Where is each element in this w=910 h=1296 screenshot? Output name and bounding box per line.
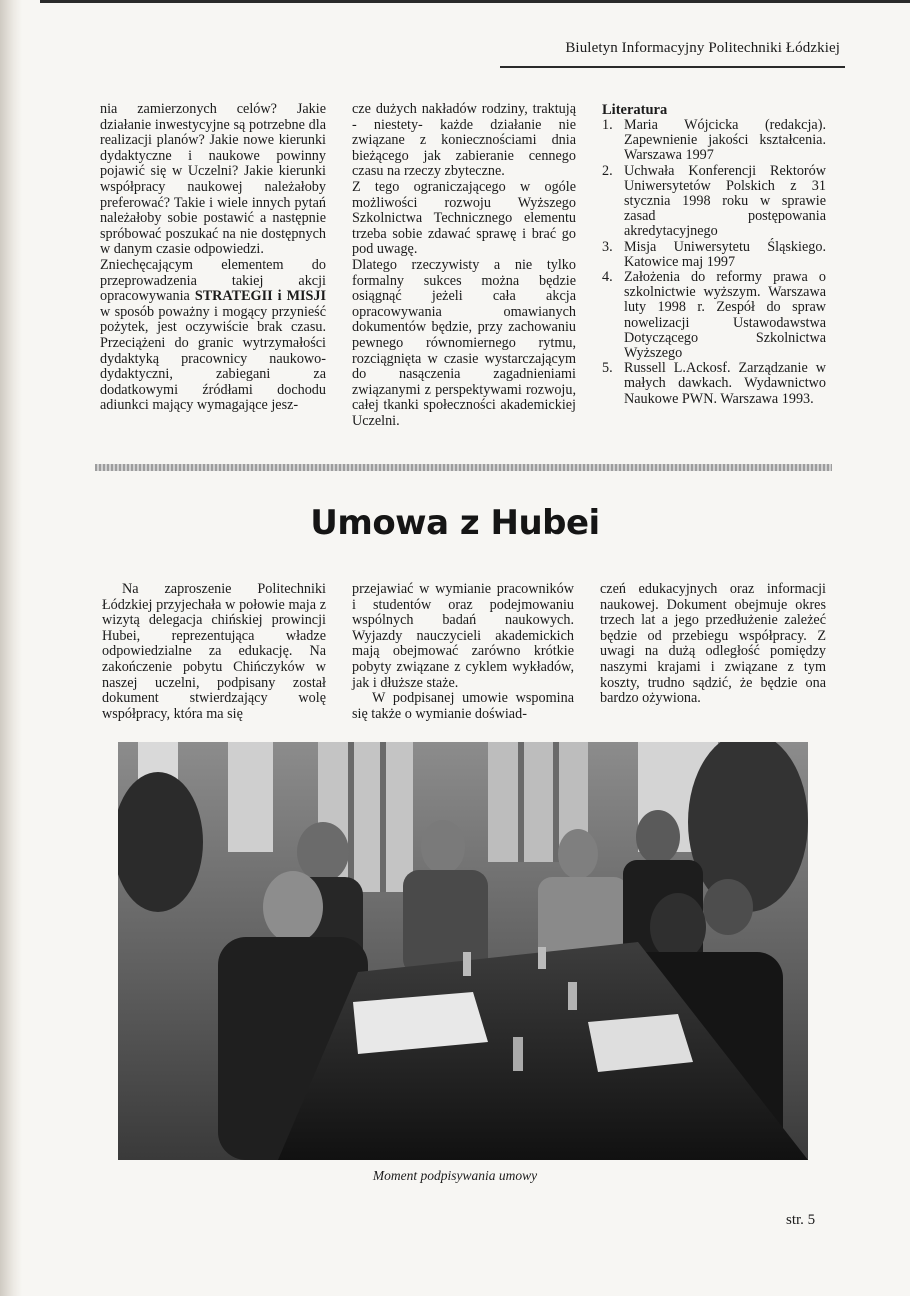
article-column-2 [352, 582, 574, 722]
item-number: 2. [602, 162, 613, 179]
paragraph: Z tego ograniczającego w ogóle możliwości rozwoju Wyższego Szkolnictwa Technicznego elementu trzeba sobie zdawać sprawę i brać go pod uwagę. [352, 178, 576, 258]
item-text: Maria Wójcicka (redakcja). Zapewnienie jakości kształcenia. Warszawa 1997 [624, 117, 826, 164]
section-divider [95, 464, 832, 471]
text-run: w sposób poważny i mogący przynieść pożytek, jest oczywiście brak czasu. Przeciążeni do granic wytrzymałości dydaktyką pracownicy naukowo-dydaktyczni, zabiegani za dodatkowymi źródłami dochodu adiunkci mający wymagające jesz- [100, 303, 326, 414]
running-head: Biuletyn Informacyjny Politechniki Łódzkiej [565, 40, 840, 56]
literature-section [602, 102, 826, 407]
page-number: str. 5 [786, 1212, 816, 1228]
literature-item [602, 118, 826, 164]
paragraph: przejawiać w wymianie pracowników i studentów oraz podejmowaniu wspólnych badań naukowych. Wyjazdy nauczycieli akademickich mają obejmować zarówno krótkie pobyty związane z cyklem wykładów, jak i dłuższe staże. [352, 581, 574, 691]
literature-item [602, 361, 826, 407]
top-article-column-1 [100, 102, 326, 414]
item-number: 3. [602, 238, 613, 255]
signing-photo [118, 742, 808, 1160]
item-text: Misja Uniwersytetu Śląskiego. Katowice maj 1997 [624, 238, 826, 270]
article-title: Umowa z Hubei [310, 503, 600, 543]
page-edge-shadow [0, 0, 22, 1296]
item-text: Założenia do reformy prawa o szkolnictwie wyższym. Warszawa luty 1998 r. Zespół do spraw nowelizacji Ustawodawstwa Dotyczącego Szkolnictwa Wyższego [624, 269, 826, 362]
item-text: Uchwała Konferencji Rektorów Uniwersytetów Polskich z 31 stycznia 1998 roku w sprawie zasad postępowania akredytacyjnego [624, 162, 826, 240]
article-column-3 [600, 582, 826, 707]
item-number: 4. [602, 269, 613, 286]
signing-photo-illustration [118, 742, 808, 1160]
literature-item [602, 240, 826, 270]
paragraph: czeń edukacyjnych oraz informacji naukowej. Dokument obejmuje okres trzech lat a jego przedłużenie zależeć będzie od przebiegu współpracy. Z uwagi na dużą odległość pomiędzy naszymi krajami i związane z tym koszty, trudno sądzić, że będzie ona bardzo ożywiona. [600, 581, 826, 707]
strategy-mission-emphasis: STRATEGII i MISJI [194, 288, 326, 305]
literature-list [602, 118, 826, 407]
paragraph: cze dużych nakładów rodziny, traktują - niestety- każde działanie nie związane z koniecznościami dnia bieżącego jak zabieranie cennego czasu na rzeczy zbyteczne. [352, 101, 576, 180]
article-column-1 [102, 582, 326, 722]
literature-title: Literatura [602, 102, 668, 118]
paragraph: W podpisanej umowie wspomina się także o wymianie doświad- [352, 690, 574, 722]
paragraph: Na zaproszenie Politechniki Łódzkiej przyjechała w połowie maja z wizytą delegacja chińskiej prowincji Hubei, reprezentująca władze odpowiedzialne za edukację. Na zakończenie pobytu Chińczyków w naszej uczelni, podpisany został dokument stwierdzający wolę współpracy, która ma się [102, 581, 326, 722]
item-text: Russell L.Ackosf. Zarządzanie w małych dawkach. Wydawnictwo Naukowe PWN. Warszawa 1993. [624, 360, 826, 407]
literature-item [602, 270, 826, 361]
photo-caption: Moment podpisywania umowy [372, 1168, 538, 1183]
top-article-column-2 [352, 102, 576, 429]
literature-item [602, 164, 826, 240]
header-rule [500, 66, 845, 68]
item-number: 5. [602, 360, 613, 377]
text-run: Zniechęcającym elementem do przeprowadzenia takiej akcji opracowywania [100, 256, 326, 305]
top-rule [40, 0, 910, 3]
paragraph: nia zamierzonych celów? Jakie działanie inwestycyjne są potrzebne dla realizacji planów? Jakie nowe kierunki dydaktyczne i naukowe powinny pojawić się w Uczelni? Jakie kierunki współpracy naukowej należałoby preferować? Takie i wiele innych pytań należałoby sobie postawić a następnie spróbować poszukać na nie dostępnych w danym czasie odpowiedzi. [100, 101, 326, 258]
paragraph: Dlatego rzeczywisty a nie tylko formalny sukces można będzie osiągnąć jeżeli cała akcja opracowywania omawianych dokumentów będzie, przy zachowaniu pewnego równomiernego rytmu, rozciągnięta w czasie wystarczającym do nasączenia zagadnieniami związanymi z perspektywami rozwoju, całej tkanki społeczności akademickiej Uczelni. [352, 256, 576, 429]
paragraph-strategy [100, 258, 326, 414]
item-number: 1. [602, 117, 613, 133]
